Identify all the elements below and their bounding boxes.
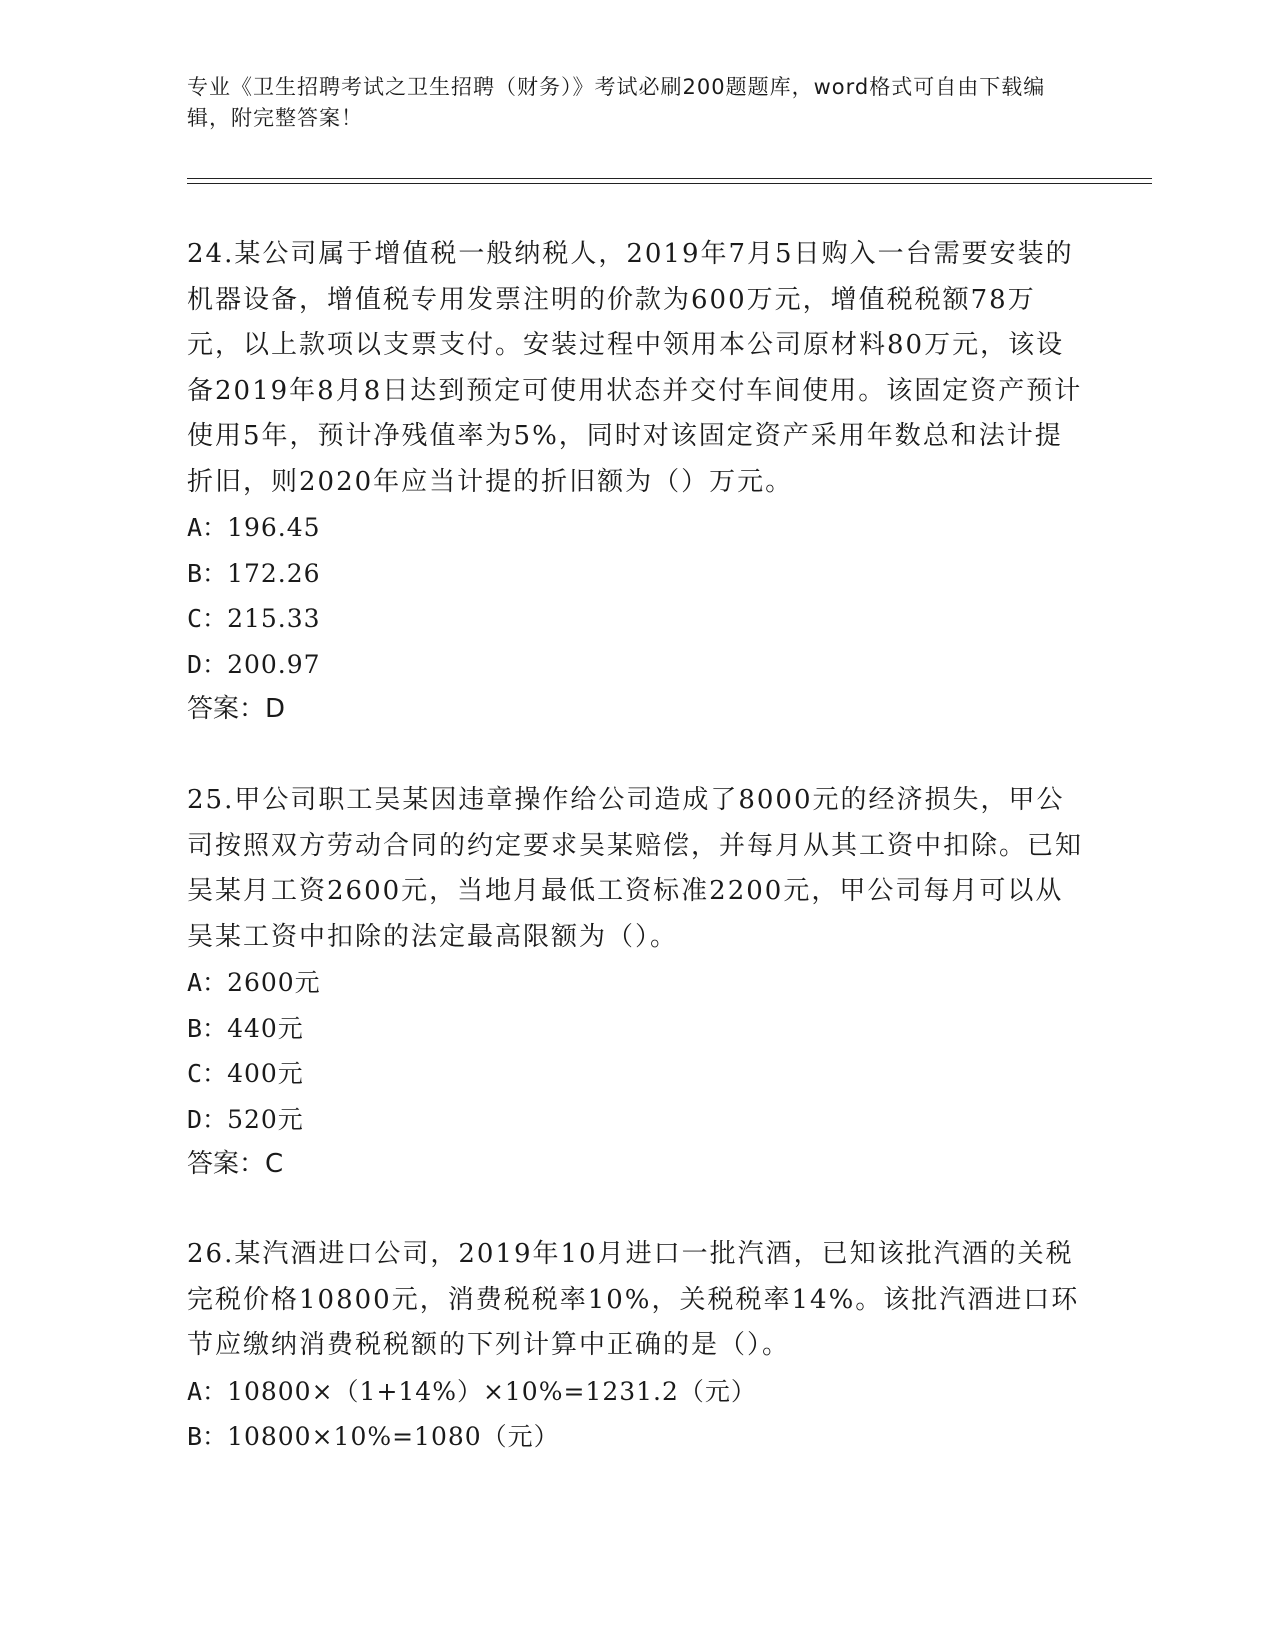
question-stem: 26.某汽酒进口公司，2019年10月进口一批汽酒，已知该批汽酒的关税完税价格10800元，消费税税率10%，关税税率14%。该批汽酒进口环节应缴纳消费税税额的下列计算中正确的是（）。 — [187, 1239, 1080, 1360]
option-text: 400元 — [227, 1059, 304, 1088]
answer-line: 答案：D — [187, 694, 286, 724]
option-letter: B： — [187, 558, 228, 588]
option-text: 10800×（1+14%）×10%=1231.2（元） — [227, 1376, 757, 1406]
header-divider-top — [187, 178, 1152, 179]
option-letter: B： — [187, 1013, 228, 1043]
option-letter: B： — [187, 1422, 228, 1451]
option-text: 520元 — [227, 1104, 304, 1134]
question-25 — [187, 778, 1087, 1188]
option-a — [187, 1369, 1087, 1415]
option-c — [187, 1051, 1087, 1097]
option-text: 2600元 — [227, 968, 321, 997]
document-header: 专业《卫生招聘考试之卫生招聘（财务）》考试必刷200题题库，word格式可自由下载编辑，附完整答案！ — [187, 75, 1046, 130]
option-letter: C： — [187, 1059, 228, 1088]
option-text: 172.26 — [227, 558, 321, 588]
option-letter: C： — [187, 604, 228, 633]
option-b — [187, 551, 1087, 597]
answer-line: 答案：C — [187, 1149, 284, 1179]
option-text: 215.33 — [227, 604, 321, 633]
header-divider-bottom — [187, 183, 1152, 184]
question-stem: 25.甲公司职工吴某因违章操作给公司造成了8000元的经济损失，甲公司按照双方劳动合同的约定要求吴某赔偿，并每月从其工资中扣除。已知吴某月工资2600元，当地月最低工资标准2200元，甲公司每月可以从吴某工资中扣除的法定最高限额为（）。 — [187, 785, 1084, 952]
option-letter: D： — [187, 1104, 228, 1134]
option-letter: A： — [187, 513, 228, 542]
option-b — [187, 1006, 1087, 1052]
option-b — [187, 1414, 1087, 1460]
option-text: 200.97 — [227, 649, 321, 679]
option-text: 10800×10%=1080（元） — [227, 1422, 560, 1451]
question-stem: 24.某公司属于增值税一般纳税人，2019年7月5日购入一台需要安装的机器设备，增值税专用发票注明的价款为600万元，增值税税额78万元，以上款项以支票支付。安装过程中领用本公司原材料80万元，该设备2019年8月8日达到预定可使用状态并交付车间使用。该固定资产预计使用5年，预计净残值率为5%，同时对该固定资产采用年数总和法计提折旧，则2020年应当计提的折旧额为（）万元。 — [187, 239, 1083, 497]
option-text: 440元 — [227, 1013, 304, 1043]
option-a — [187, 505, 1087, 551]
option-c — [187, 596, 1087, 642]
option-text: 196.45 — [227, 513, 321, 542]
option-d — [187, 642, 1087, 688]
option-a — [187, 960, 1087, 1006]
question-26 — [187, 1232, 1087, 1460]
option-letter: D： — [187, 649, 228, 679]
option-d — [187, 1097, 1087, 1143]
question-24 — [187, 232, 1087, 733]
option-letter: A： — [187, 968, 228, 997]
option-letter: A： — [187, 1376, 228, 1406]
